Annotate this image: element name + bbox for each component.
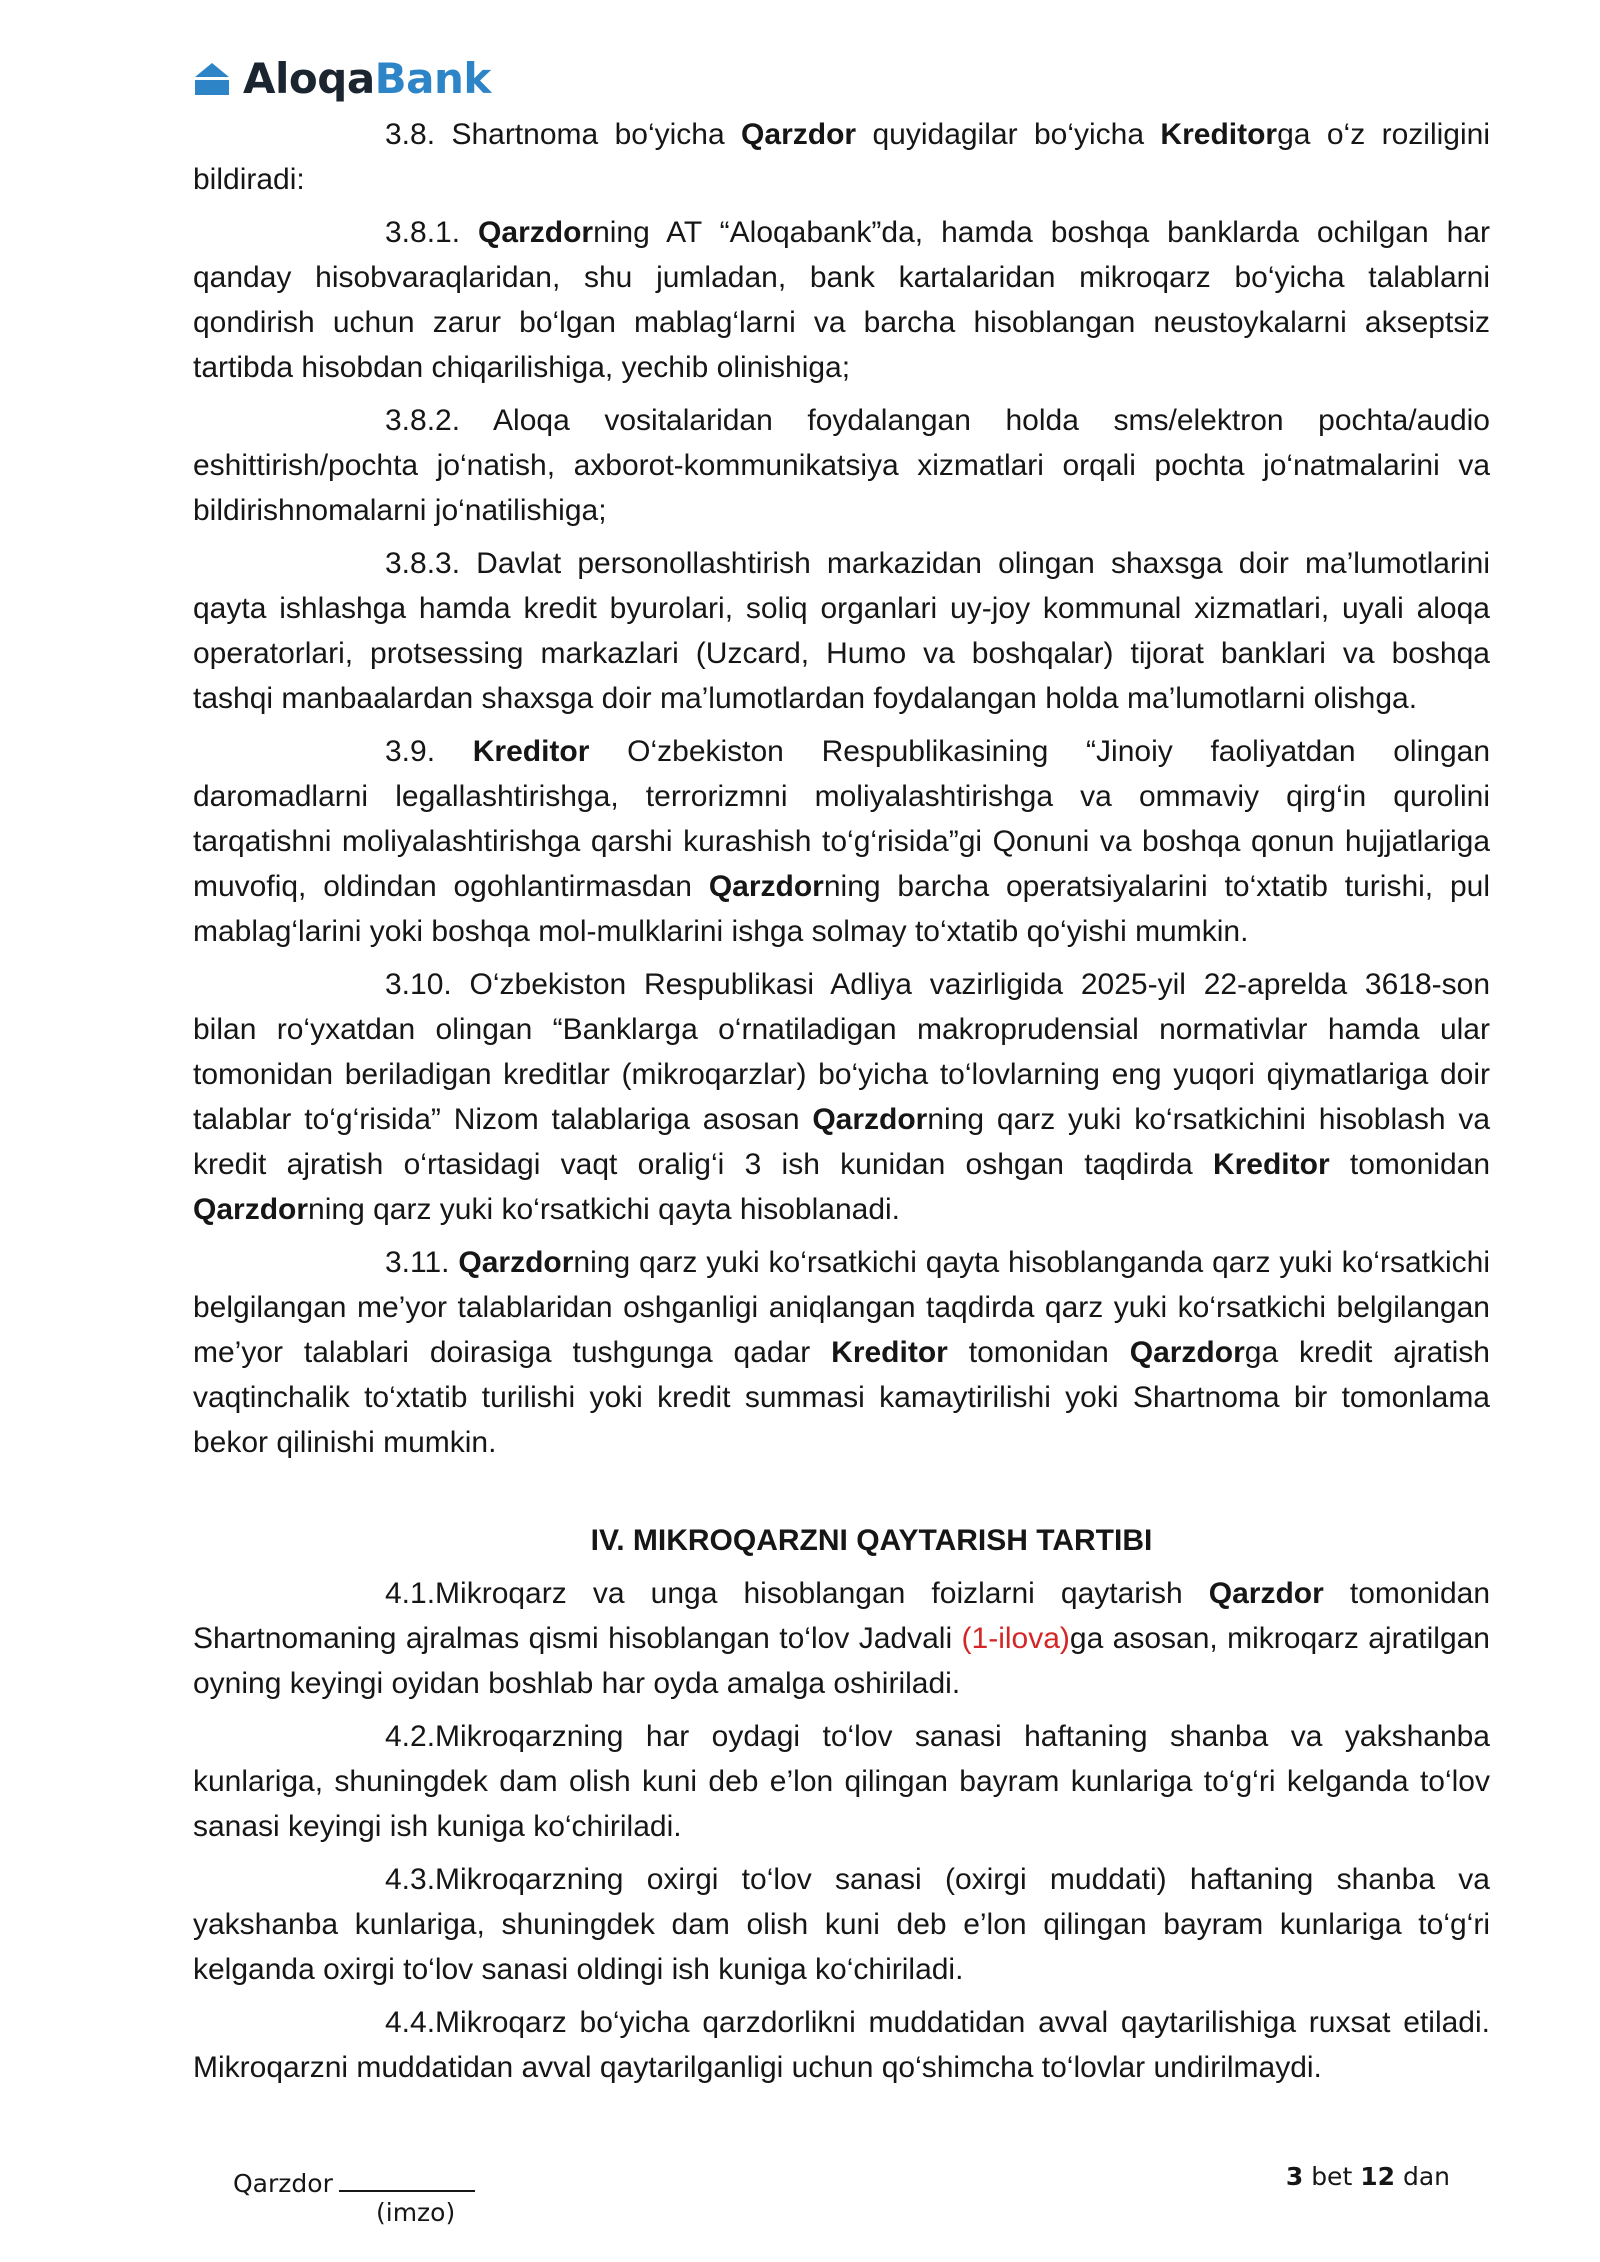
clause-text: ning AT “Aloqabank”da, hamda boshqa banklarda ochilgan har qanday hisobvaraqlaridan, shu jumladan, bank kartalaridan mikroqarz bo‘yicha talablarni qondirish uchun zarur bo‘lgan mablag‘larni va barcha hisoblangan neustoykalarni akseptsiz tartibda hisobdan chiqarilishiga, yechib olinishiga;	[193, 216, 1491, 384]
clause-number: 4.4.	[385, 2006, 436, 2039]
clause-text: tomonidan	[947, 1336, 1130, 1369]
clause-4-4	[193, 2000, 1490, 2090]
clause-text: ning barcha operatsiyalarini to‘xtatib turishi, pul mablag‘larini yoki boshqa mol-mulklarini ishga solmay to‘xtatib qo‘yishi mumkin.	[193, 870, 1491, 948]
page-total: 12	[1360, 2162, 1395, 2191]
annex-reference: (1-ilova)	[961, 1622, 1070, 1655]
clause-4-2	[193, 1714, 1490, 1849]
term-qarzdor: Qarzdor	[458, 1246, 574, 1279]
term-qarzdor: Qarzdor	[812, 1103, 928, 1136]
term-kreditor: Kreditor	[472, 735, 590, 768]
page-suffix: dan	[1402, 2162, 1450, 2191]
signature-caption: (imzo)	[376, 2198, 456, 2227]
clause-number: 3.11.	[385, 1246, 450, 1279]
clause-4-1	[193, 1571, 1490, 1706]
clause-3-8	[193, 112, 1490, 202]
page-current: 3	[1285, 2162, 1304, 2191]
clause-3-8-1	[193, 210, 1490, 390]
clause-number: 3.10.	[385, 968, 452, 1001]
clause-text: ga o‘z roziligini bildiradi:	[193, 118, 1490, 196]
clause-number: 3.8.3.	[385, 547, 461, 580]
term-kreditor: Kreditor	[831, 1336, 948, 1369]
clause-number: 3.8.2.	[385, 404, 461, 437]
term-qarzdor: Qarzdor	[478, 216, 594, 249]
clause-text: ning qarz yuki ko‘rsatkichi qayta hisoblanadi.	[308, 1193, 901, 1226]
clause-3-8-2	[193, 398, 1490, 533]
clause-text: O‘zbekiston Respublikasining “Jinoiy faoliyatdan olingan daromadlarni legallashtirishga, terrorizmni moliyalashtirishga va ommaviy qirg‘in qurolini tarqatishni moliyalashtirishga qarshi kurashish to‘g‘risida”gi Qonuni va boshqa qonun hujjatlariga muvofiq, oldindan ogohlantirmasdan	[193, 735, 1490, 903]
clause-text: Shartnoma bo‘yicha	[435, 118, 742, 151]
aloqabank-logo	[193, 54, 491, 103]
clause-number: 4.3.	[385, 1863, 436, 1896]
clause-text: ning qarz yuki ko‘rsatkichini hisoblash va kredit ajratish o‘rtasidagi vaqt oralig‘i 3 ish kunidan oshgan taqdirda	[193, 1103, 1490, 1181]
clause-text: quyidagilar bo‘yicha	[856, 118, 1161, 151]
clause-text: ga kredit ajratish vaqtinchalik to‘xtatib turilishi yoki kredit summasi kamaytirilishi yoki Shartnoma bir tomonlama bekor qilinishi mumkin.	[193, 1336, 1490, 1459]
page-number	[1286, 2162, 1450, 2191]
term-qarzdor: Qarzdor	[1208, 1577, 1324, 1610]
clause-text: O‘zbekiston Respublikasi Adliya vazirligida 2025-yil 22-aprelda 3618-son bilan ro‘yxatdan olingan “Banklarga o‘rnatiladigan makroprudensial normativlar hamda ular tomonidan beriladigan kreditlar (mikroqarzlar) bo‘yicha to‘lovlarning eng yuqori qiymatlariga doir talablar to‘g‘risida” Nizom talablariga asosan	[193, 968, 1490, 1136]
clause-text: Aloqa vositalaridan foydalangan holda sms/elektron pochta/audio eshittirish/pochta jo‘natish, axborot-kommunikatsiya xizmatlari orqali pochta jo‘natmalarini va bildirishnomalarni jo‘natilishiga;	[193, 404, 1490, 527]
term-qarzdor: Qarzdor	[193, 1193, 309, 1226]
clause-3-10	[193, 962, 1490, 1232]
clause-text: ning qarz yuki ko‘rsatkichi qayta hisoblanganda qarz yuki ko‘rsatkichi belgilangan me’yor talablaridan oshganligi aniqlangan taqdirda qarz yuki ko‘rsatkichi belgilangan me’yor talablari doirasiga tushgunga qadar	[193, 1246, 1490, 1369]
page-word: bet	[1311, 2162, 1353, 2191]
term-qarzdor: Qarzdor	[708, 870, 824, 903]
signature-line	[339, 2162, 475, 2192]
term-qarzdor: Qarzdor	[741, 118, 857, 151]
logo-wordmark	[243, 54, 491, 103]
clause-3-11	[193, 1240, 1490, 1465]
clause-text: Mikroqarz va unga hisoblangan foizlarni qaytarish	[435, 1577, 1209, 1610]
aloqabank-logo-icon	[193, 60, 231, 98]
clause-number: 4.2.	[385, 1720, 436, 1753]
logo-wordmark-aloqa: Aloqa	[243, 54, 375, 103]
clause-number: 4.1.	[385, 1577, 436, 1610]
footer-signature	[233, 2162, 475, 2198]
clause-text: ga asosan, mikroqarz ajratilgan oyning keyingi oyidan boshlab har oyda amalga oshiriladi.	[193, 1622, 1490, 1700]
clause-text: Davlat personollashtirish markazidan olingan shaxsga doir ma’lumotlarini qayta ishlashga hamda kredit byurolari, soliq organlari uy-joy kommunal xizmatlari, uyali aloqa operatorlari, protsessing markazlari (Uzcard, Humo va boshqalar) tijorat banklari va boshqa tashqi manbaalardan shaxsga doir ma’lumotlardan foydalangan holda ma’lumotlarni olishga.	[193, 547, 1490, 715]
document-body	[193, 112, 1490, 2098]
term-kreditor: Kreditor	[1212, 1148, 1330, 1181]
clause-4-3	[193, 1857, 1490, 1992]
signer-label: Qarzdor	[233, 2169, 333, 2198]
clause-text: Mikroqarzning har oydagi to‘lov sanasi haftaning shanba va yakshanba kunlariga, shuningdek dam olish kuni deb e’lon qilingan bayram kunlariga to‘g‘ri kelganda to‘lov sanasi keyingi ish kuniga ko‘chiriladi.	[193, 1720, 1490, 1843]
term-qarzdor: Qarzdor	[1129, 1336, 1245, 1369]
clause-text: tomonidan	[1329, 1148, 1490, 1181]
clause-3-8-3	[193, 541, 1490, 721]
clause-number: 3.8.1.	[385, 216, 461, 249]
clause-text: tomonidan Shartnomaning ajralmas qismi hisoblangan to‘lov Jadvali	[193, 1577, 1491, 1655]
logo-wordmark-bank: Bank	[374, 54, 491, 103]
term-kreditor: Kreditor	[1160, 118, 1278, 151]
section-heading-iv: IV. MIKROQARZNI QAYTARISH TARTIBI	[590, 1524, 1153, 1557]
clause-number: 3.8.	[385, 118, 436, 151]
clause-number: 3.9.	[385, 735, 436, 768]
clause-text: Mikroqarz bo‘yicha qarzdorlikni muddatidan avval qaytarilishiga ruxsat etiladi. Mikroqarzni muddatidan avval qaytarilganligi uchun qo‘shimcha to‘lovlar undirilmaydi.	[193, 2006, 1490, 2084]
clause-3-9	[193, 729, 1490, 954]
clause-text: Mikroqarzning oxirgi to‘lov sanasi (oxirgi muddati) haftaning shanba va yakshanba kunlariga, shuningdek dam olish kuni deb e’lon qilingan bayram kunlariga to‘g‘ri kelganda oxirgi to‘lov sanasi oldingi ish kuniga ko‘chiriladi.	[193, 1863, 1490, 1986]
